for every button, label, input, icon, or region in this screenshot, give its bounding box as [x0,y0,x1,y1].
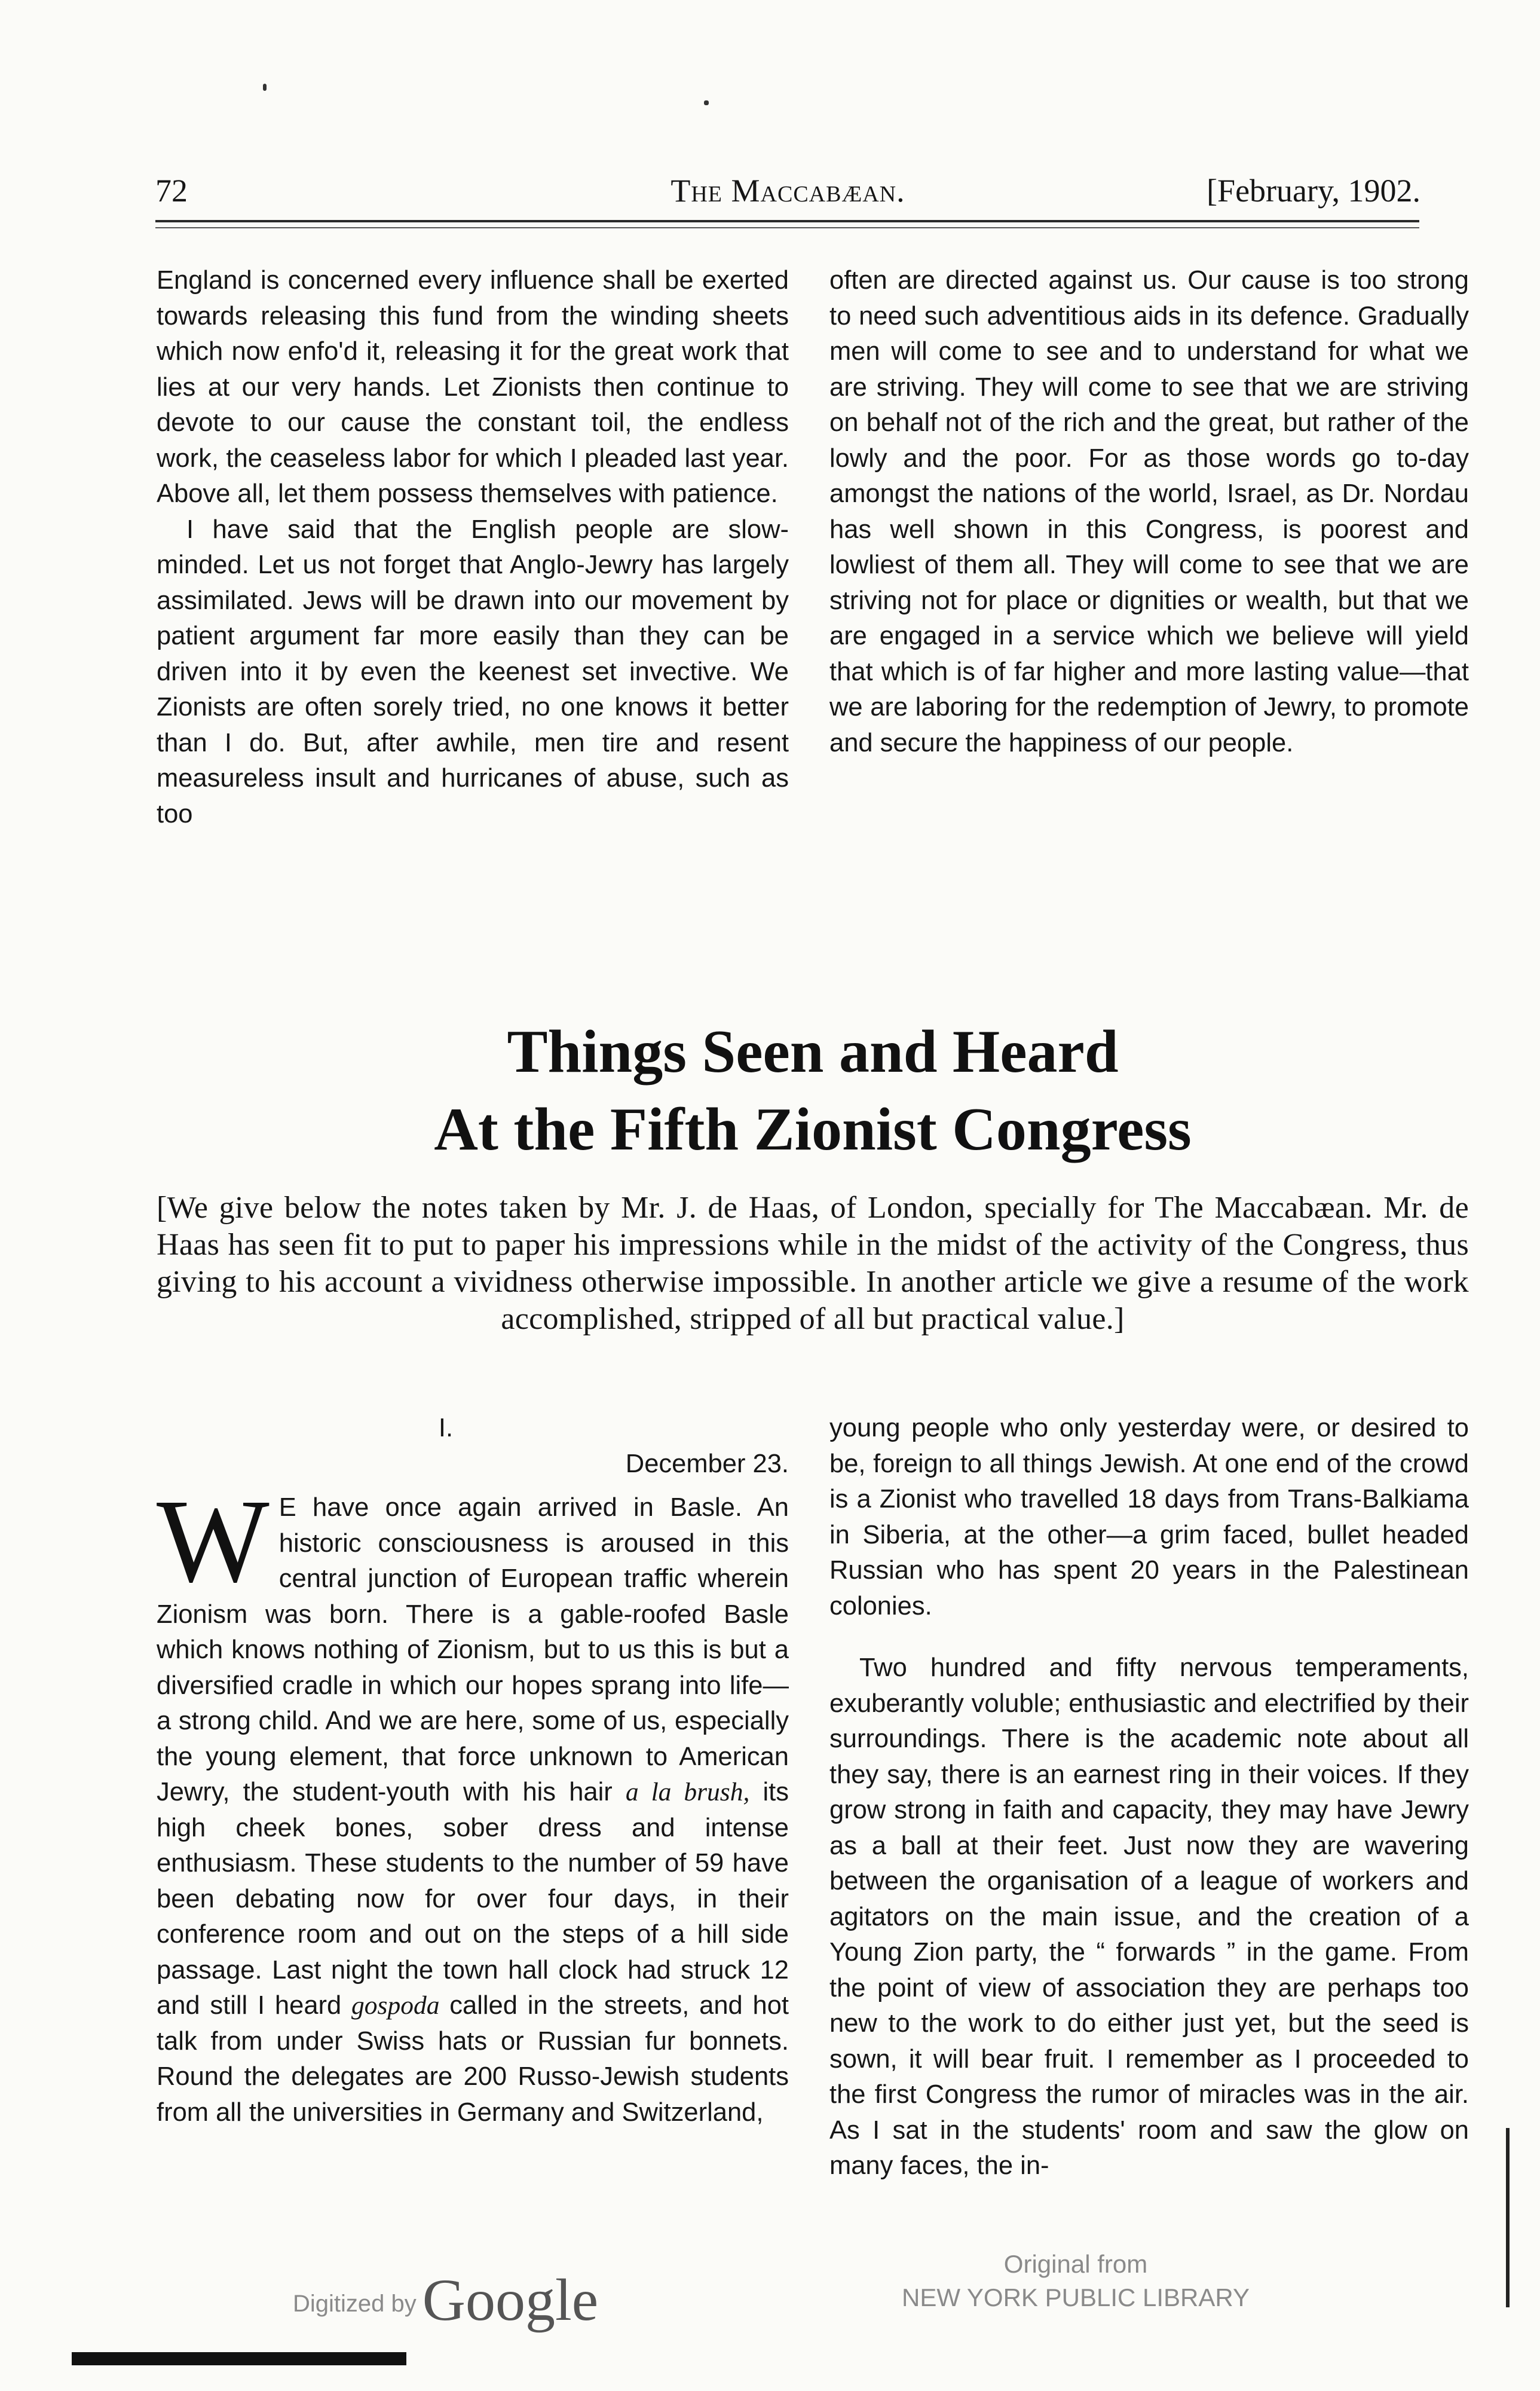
article-title-line-1: Things Seen and Heard [507,1018,1119,1086]
google-logo: Google [422,2267,599,2333]
running-header [155,172,1420,214]
article-title-line-2: At the Fifth Zionist Congress [434,1096,1192,1163]
library-watermark [884,2248,1267,2314]
paragraph: often are directed against us. Our cause is too strong to need such adventitious aids in its defence. Gradually men will come to see and to understand for what we are striving. They will come to see that we are striving on behalf not of the rich and the great, but rather of the lowly and the poor. For as those words go to-day amongst the nations of the world, Israel, as Dr. Nordau has well shown in this Congress, is poorest and lowliest of them all. They will come to see that we are striving not for place or dignities or wealth, but that we are engaged in a service which we believe will yield that which is of far higher and more lasting value—that we are laboring for the redemption of Jewry, to promote and secure the happiness of our people. [829,266,1469,757]
paragraph: young people who only yesterday were, or desired to be, foreign to all things Jewish. At one end of the crowd is a Zionist who travelled 18 days from Trans-Balkiama in Siberia, at the other—a grim faced, bullet headed Russian who has spent 20 years in the Palestinean colonies. [829,1414,1469,1621]
digitized-by-watermark [293,2265,598,2334]
continuation-left-column [157,263,789,832]
original-from-label: Original from [1003,2250,1148,2278]
first-word-rest: E [278,1493,296,1522]
scan-edge-line [1506,2128,1510,2307]
continuation-right-column [829,263,1469,761]
section-number: I. [438,1414,454,1442]
scan-edge-bar [72,2352,406,2365]
paragraph: Two hundred and fifty nervous temperaments, exuberantly voluble; enthusiastic and electrified by their surroundings. There is the academic note about all they say, there is an earnest ring in their voices. If they grow strong in faith and capacity, they may have Jewry as a ball at their feet. Just now they are wavering between the organisation of a league of workers and agitators on the main issue, and the creation of a Young Zion party, the “ forwards ” in the game. From the point of view of association they are perhaps too new to the work to do either just yet, but the seed is sown, it will bear fruit. I remember as I proceeded to the first Congress the rumor of miracles was in the air. As I sat in the students' room and saw the glow on many faces, the in- [829,1653,1469,2180]
digitized-by-label: Digitized by [293,2291,417,2317]
paragraph-text: called in the streets, and hot talk from under Swiss hats or Russian fur bonnets. Round the delegates are 200 Russo-Jewish students from all the universities in Germany and Switzerland, [157,1991,789,2127]
issue-date: [February, 1902. [1207,173,1420,209]
paragraph-text: its high cheek bones, sober dress and intense enthusiasm. These students to the number of 59 have been debating now for over four days, in their conference room and out on the steps of a hill side passage. Last night the town hall clock had struck 12 and still I heard [157,1778,789,2020]
italic-phrase: a la brush, [625,1778,750,1806]
article-right-column [829,1411,1469,2184]
paragraph: I have said that the English people are slow-minded. Let us not forget that Anglo-Jewry has largely assimilated. Jews will be drawn into our movement by patient argument far more easily than they can be driven into it by even the keenest set invective. We Zionists are often sorely tried, no one knows it better than I do. But, after awhile, men tire and resent measureless insult and hurricanes of abuse, such as too [157,515,789,828]
article-left-column [157,1411,789,2130]
dateline: December 23. [625,1449,789,1478]
journal-title: The Maccabæan. [671,173,905,209]
scan-speck [263,84,267,91]
library-name: NEW YORK PUBLIC LIBRARY [902,2283,1250,2311]
drop-cap: W [157,1475,270,1607]
opening-paragraph [157,1475,789,2130]
paragraph-text: have once again arrived in Basle. An historic consciousness is aroused in this central junction of European traffic wherein Zionism was born. There is a gable-roofed Basle which knows nothing of Zionism, but to us this is but a diversified cradle in which our hopes sprang into life—a strong child. And we are here, some of us, especially the young element, that force unknown to American Jewry, the student-youth with his hair [157,1493,789,1806]
editorial-note: [We give below the notes taken by Mr. J. de Haas, of London, specially for The Maccabæan. Mr. de Haas has seen fit to put to paper his impressions while in the midst of the activity of the Congress, thus giving to his account a vividness otherwise impossible. In another article we give a resume of the work accomplished, stripped of all but practical value.] [157,1191,1469,1336]
header-rule-thin [155,227,1419,228]
scan-speck [704,100,709,105]
header-rule [155,220,1419,222]
paragraph: England is concerned every influence shall be exerted towards releasing this fund from the winding sheets which now enfo'd it, releasing it for the great work that lies at our very hands. Let Zionists then continue to devote to our cause the constant toil, the endless work, the ceaseless labor for which I pleaded last year. Above all, let them possess themselves with patience. [157,266,789,508]
italic-word: gospoda [351,1991,440,2020]
page-number: 72 [155,173,188,209]
